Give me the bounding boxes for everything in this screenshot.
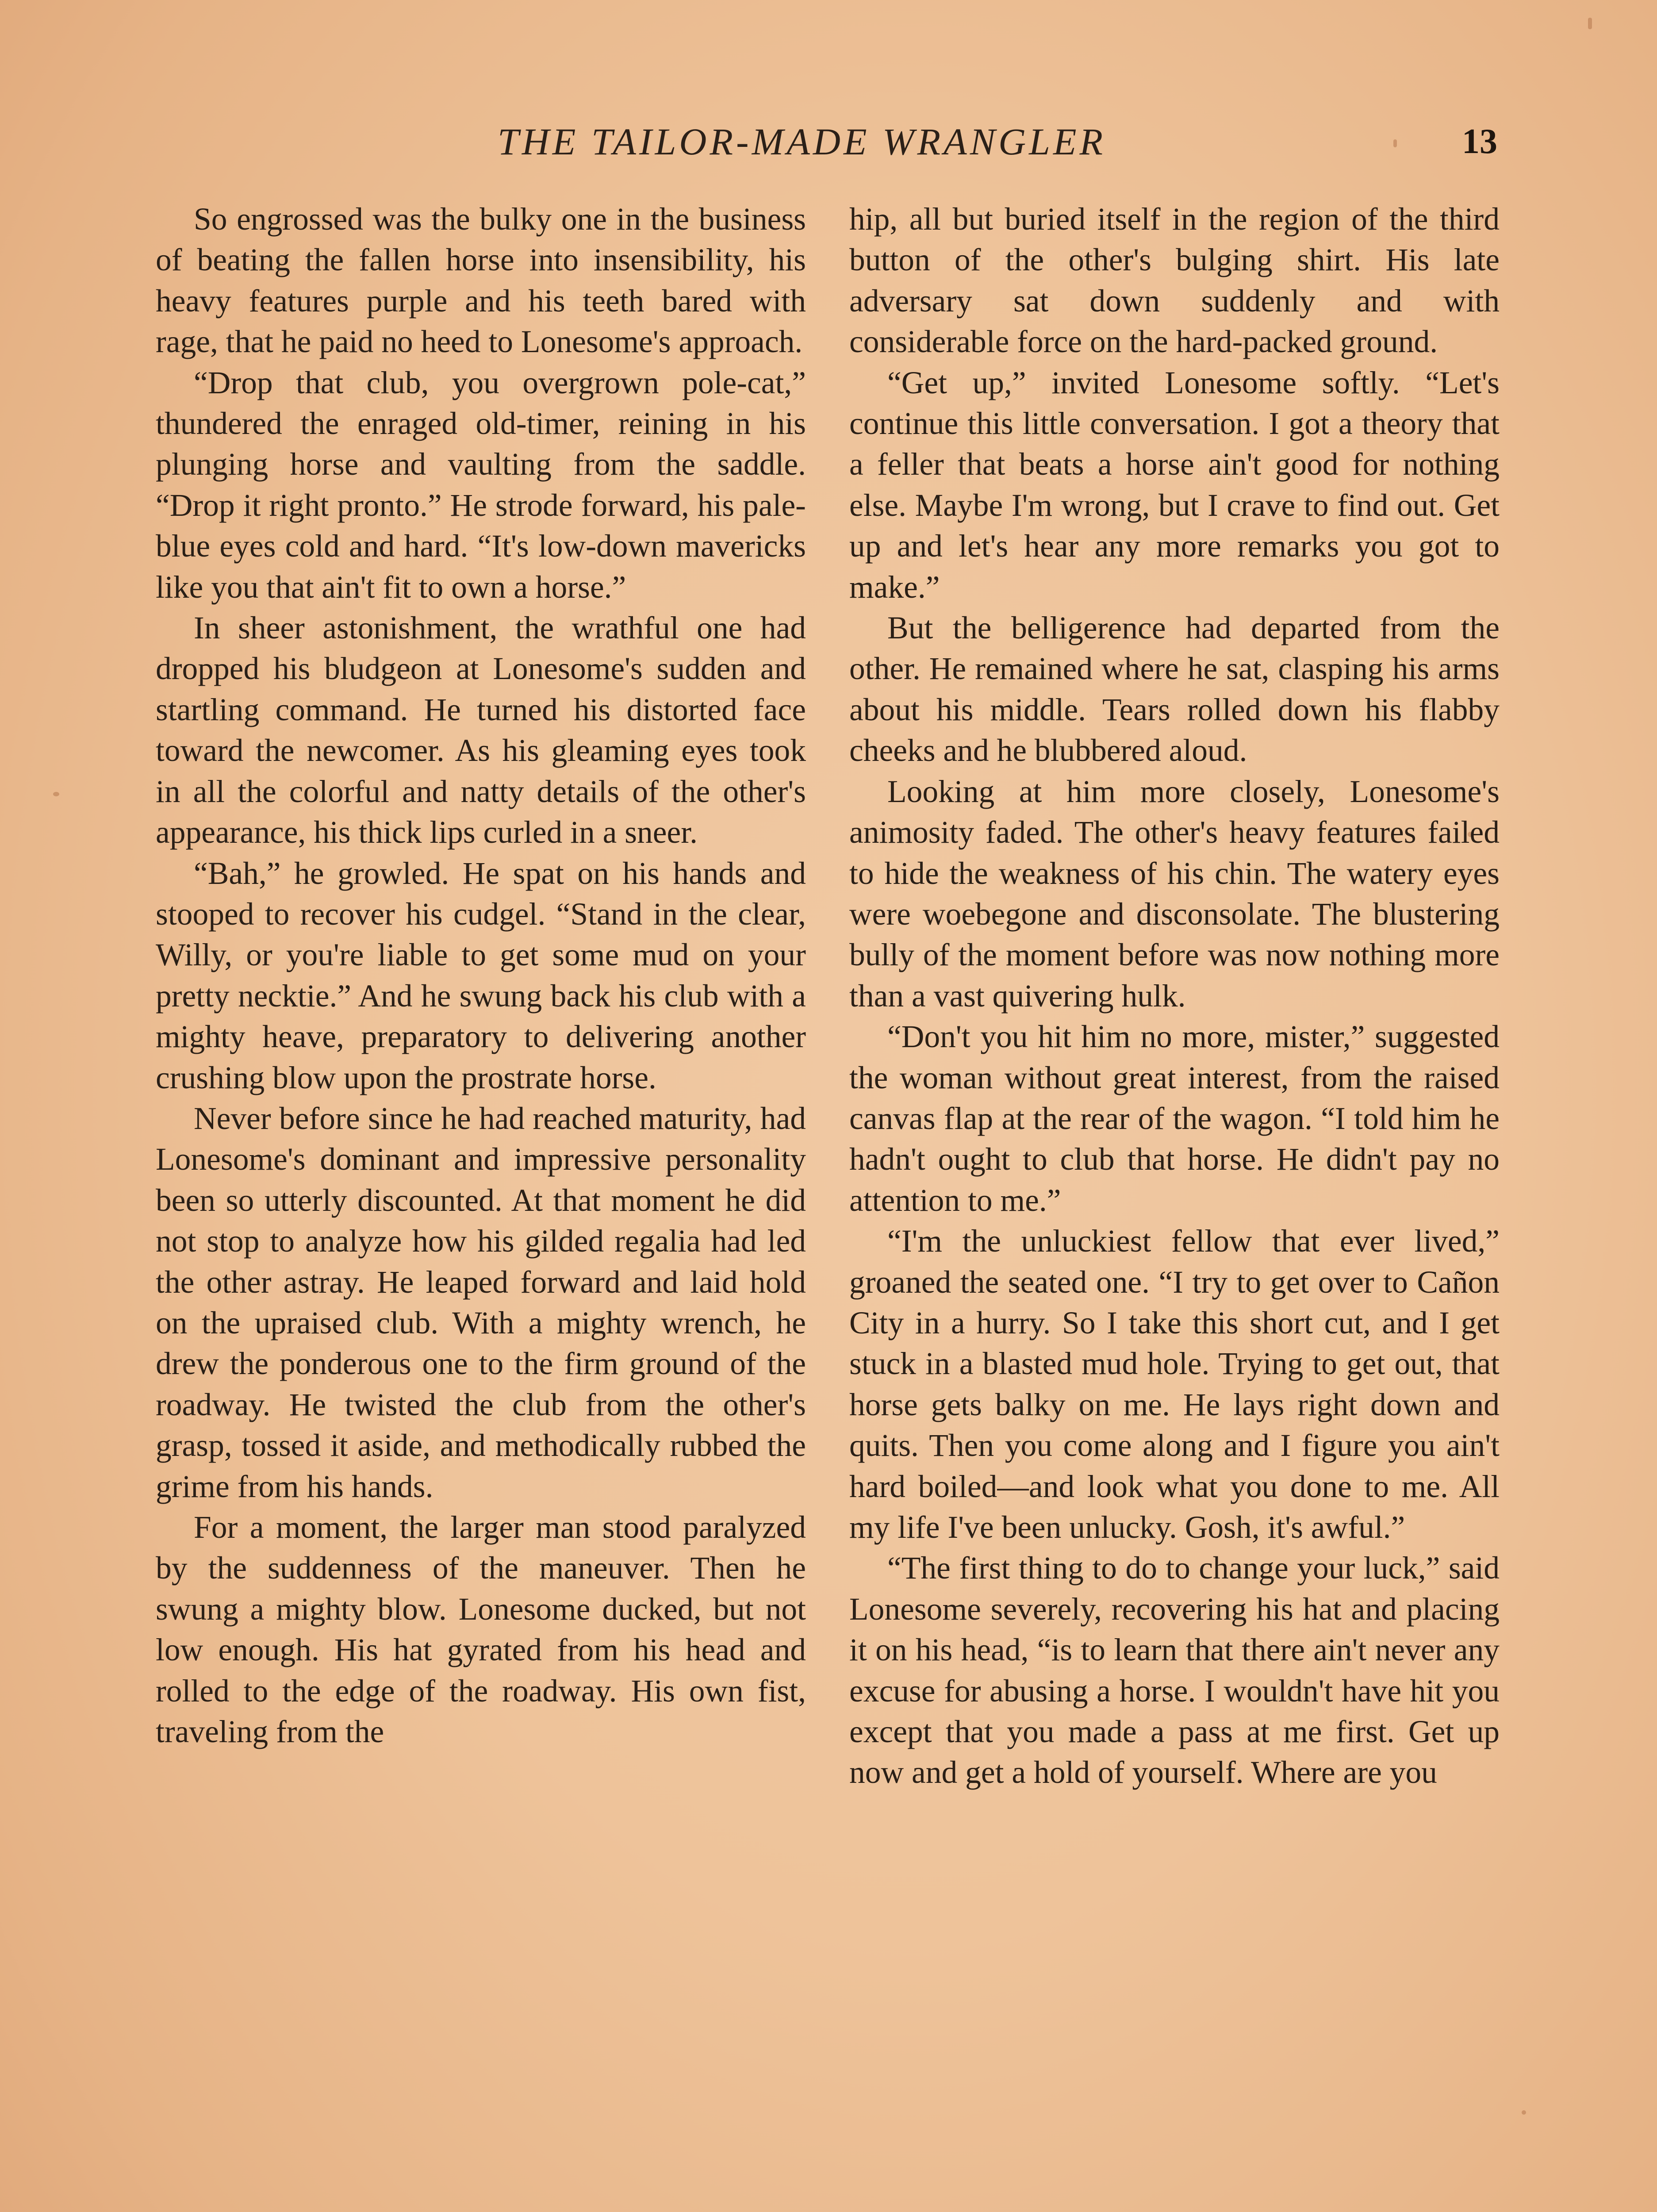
running-title: THE TAILOR-MADE WRANGLER [498,120,1106,163]
right-text-column [849,199,1500,1793]
paragraph: “Get up,” invited Lonesome softly. “Let's continue this little conversation. I got a theory that a feller that beats a horse ain't good for nothing else. Maybe I'm wrong, but I crave to find out. Get up and let's hear any more remarks you got to make.” [849,365,1500,605]
left-text-column [156,199,806,1752]
paragraph: “I'm the unluckiest fellow that ever lived,” groaned the seated one. “I try to get over to Cañon City in a hurry. So I take this short cut, and I get stuck in a blasted mud hole. Trying to get out, that horse gets balky on me. He lays right down and quits. Then you come along and I figure you ain't hard boiled—and look what you done to me. All my life I've been unlucky. Gosh, it's awful.” [849,1224,1500,1545]
paragraph: “Drop that club, you overgrown pole-cat,” thundered the enraged old-timer, reining in his plunging horse and vaulting from the saddle. “Drop it right pronto.” He strode forward, his pale-blue eyes cold and hard. “It's low-down mavericks like you that ain't fit to own a horse.” [156,365,806,605]
paragraph: “The first thing to do to change your luck,” said Lonesome severely, recovering his hat and placing it on his head, “is to learn that there ain't never any excuse for abusing a horse. I wouldn't have hit you except that you made a pass at me first. Get up now and get a hold of yourself. Where are you [849,1551,1500,1790]
paragraph: For a moment, the larger man stood paralyzed by the suddenness of the maneuver. Then he swung a mighty blow. Lonesome ducked, but not low enough. His hat gyrated from his head and rolled to the edge of the roadway. His own fist, traveling from the [156,1510,806,1750]
paragraph: “Bah,” he growled. He spat on his hands and stooped to recover his cudgel. “Stand in the clear, Willy, or you're liable to get some mud on your pretty necktie.” And he swung back his club with a mighty heave, preparatory to delivering another crushing blow upon the prostrate horse. [156,856,806,1095]
paper-speck [53,792,59,796]
paragraph: In sheer astonishment, the wrathful one had dropped his bludgeon at Lonesome's sudden and startling command. He turned his distorted face toward the newcomer. As his gleaming eyes took in all the colorful and natty details of the other's appearance, his thick lips curled in a sneer. [156,611,806,850]
paragraph: Never before since he had reached maturity, had Lonesome's dominant and impressive personality been so utterly discounted. At that moment he did not stop to analyze how his gilded regalia had led the other astray. He leaped forward and laid hold on the upraised club. With a mighty wrench, he drew the ponderous one to the firm ground of the roadway. He twisted the club from the other's grasp, tossed it aside, and methodically rubbed the grime from his hands. [156,1101,806,1504]
paragraph: “Don't you hit him no more, mister,” suggested the woman without great interest, from the raised canvas flap at the rear of the wagon. “I told him he hadn't ought to club that horse. He didn't pay no attention to me.” [849,1019,1500,1218]
paragraph: So engrossed was the bulky one in the business of beating the fallen horse into insensibility, his heavy features purple and his teeth bared with rage, that he paid no heed to Lonesome's approach. [156,202,806,360]
page-number: 13 [1462,122,1497,161]
paragraph: But the belligerence had departed from the other. He remained where he sat, clasping his arms about his middle. Tears rolled down his flabby cheeks and he blubbered aloud. [849,611,1500,768]
paper-speck [1522,2110,1526,2115]
paragraph-continued: hip, all but buried itself in the region of the third button of the other's bulging shirt. His late adversary sat down suddenly and with considerable force on the hard-packed ground. [849,202,1500,360]
paragraph: Looking at him more closely, Lonesome's animosity faded. The other's heavy features failed to hide the weakness of his chin. The watery eyes were woebegone and disconsolate. The blustering bully of the moment before was now nothing more than a vast quivering hulk. [849,774,1500,1014]
page-header [0,113,1657,170]
paper-speck [1588,18,1592,29]
